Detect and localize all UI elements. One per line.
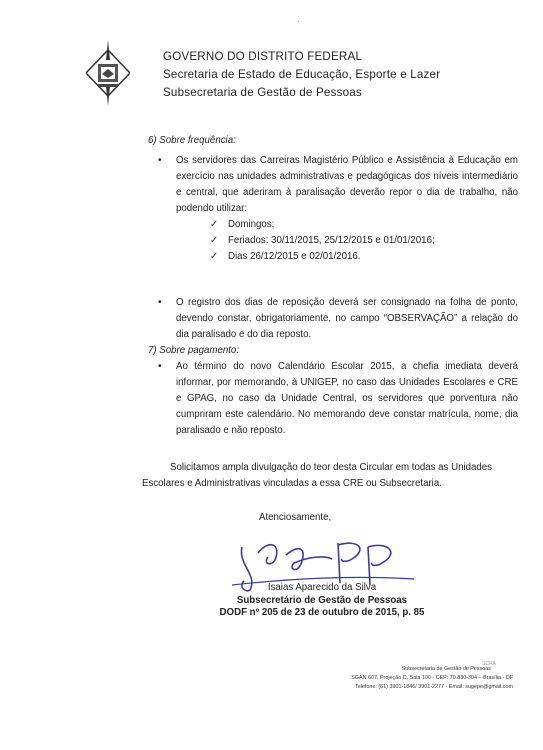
footer-department: Subsecretaria de Gestão de Pessoas	[401, 666, 491, 672]
circular-body	[148, 133, 518, 439]
dodf-reference: DODF nº 205 de 23 de outubro de 2015, p. 85	[219, 607, 425, 618]
checkmark-icon: ✓	[210, 219, 219, 230]
check-item-days	[148, 249, 518, 265]
closing-line-1: Solicitamos ampla divulgação do teor desta Circular em todas as Unidades	[170, 462, 493, 473]
government-name: GOVERNO DO DISTRITO FEDERAL	[163, 50, 363, 63]
signer-name: Isaias Aparecido da Silva	[267, 582, 377, 593]
footer	[283, 665, 513, 692]
signature-block	[217, 582, 427, 620]
payment-paragraph: Ao término do novo Calendário Escolar 2015, a chefia imediata deverá informar, por memorando, à UNIGEP, no caso das Unidades Escolares e CRE e GPAG, no caso da Unidade Central, os servidores que porventura não cumpriram este calendário. No memorando deve constar matrícula, nome, dia paralisado e não reposto.	[176, 361, 518, 436]
check-item-holidays	[148, 233, 518, 249]
section-7-heading: 7) Sobre pagamento:	[148, 345, 240, 356]
frequency-paragraph: Os servidores das Carreiras Magistério Público e Assistência à Educação em exercício nas unidades administrativas e pedagógicas dos níveis intermediário e central, que aderiram à paralisação deverão repor o dia de trabalho, não podendo utilizar:	[176, 155, 518, 214]
bullet-icon: •	[158, 155, 162, 166]
letterhead	[163, 48, 440, 102]
closing-paragraph	[142, 460, 510, 492]
registration-paragraph: O registro dos dias de reposição deverá ser consignado na folha de ponto, devendo constar, obrigatoriamente, no campo “OBSERVAÇÃO” a relação do dia paralisado e do dia reposto.	[176, 297, 518, 340]
check-item-label: Dias 26/12/2015 e 02/01/2016.	[228, 251, 361, 262]
list-item	[148, 295, 518, 343]
list-item	[148, 359, 518, 439]
section-6-heading: 6) Sobre frequência:	[148, 135, 236, 146]
check-item-label: Domingos;	[228, 219, 275, 230]
closing-line-2: Escolares e Administrativas vinculadas a essa CRE ou Subsecretaria.	[142, 478, 442, 489]
check-item-sundays	[148, 217, 518, 233]
checkmark-icon: ✓	[210, 235, 219, 246]
subsecretariat-name: Subsecretaria de Gestão de Pessoas	[163, 86, 362, 99]
list-item	[148, 153, 518, 217]
signer-title: Subsecretário de Gestão de Pessoas	[236, 594, 408, 606]
check-item-label: Feriados: 30/11/2015, 25/12/2015 e 01/01/2016;	[228, 235, 435, 246]
footer-contact: Telefone: (61) 3901-1846/ 3901-2277 - Email: sugepe@gmail.com	[355, 684, 513, 690]
secretariat-name: Secretaria de Estado de Educação, Esporte e Lazer	[163, 68, 441, 81]
corner-stamp: SCRA	[482, 661, 496, 667]
checkmark-icon: ✓	[210, 251, 219, 262]
footer-address: SGAN 607, Projeção D, Sala 100 - CEP: 70.830-304 – Brasília - DF	[351, 675, 513, 681]
gdf-emblem-icon	[86, 40, 130, 106]
regards: Atenciosamente,	[259, 512, 332, 523]
scan-mark: `	[297, 20, 300, 29]
bullet-icon: •	[158, 361, 162, 372]
bullet-icon: •	[158, 297, 162, 308]
